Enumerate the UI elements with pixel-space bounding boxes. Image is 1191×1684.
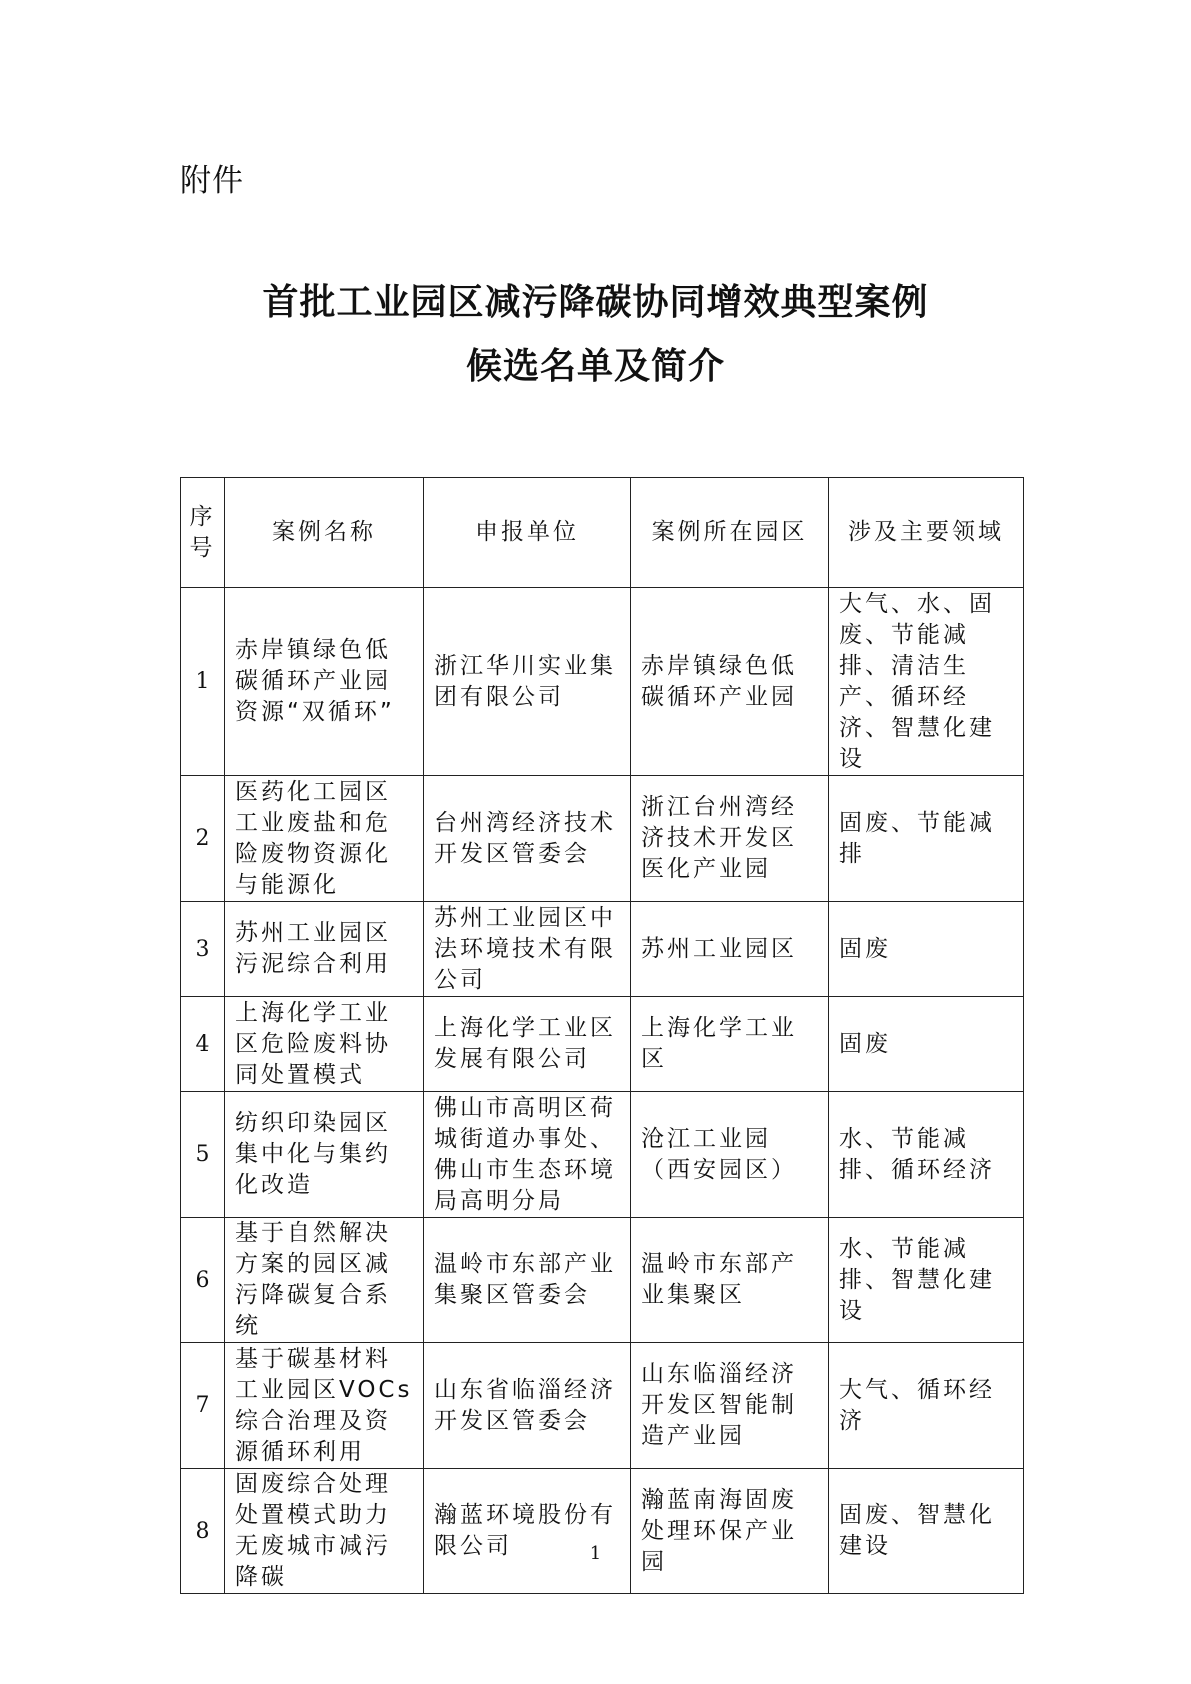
row-applicant-unit: 台州湾经济技术开发区管委会 — [424, 776, 631, 902]
row-main-fields: 固废 — [829, 997, 1024, 1092]
case-table — [180, 477, 1024, 1594]
row-applicant-unit: 上海化学工业区发展有限公司 — [424, 997, 631, 1092]
row-park: 上海化学工业区 — [631, 997, 829, 1092]
row-park: 瀚蓝南海固废处理环保产业园 — [631, 1469, 829, 1594]
row-seq: 3 — [181, 902, 225, 997]
row-case-name: 基于自然解决方案的园区减污降碳复合系统 — [225, 1218, 424, 1343]
row-case-name: 基于碳基材料工业园区VOCs综合治理及资源循环利用 — [225, 1343, 424, 1469]
header-seq-line-1: 序 — [189, 503, 216, 530]
row-case-name: 固废综合处理处置模式助力无废城市减污降碳 — [225, 1469, 424, 1594]
row-case-name: 苏州工业园区污泥综合利用 — [225, 902, 424, 997]
header-applicant-unit: 申报单位 — [424, 478, 631, 588]
row-park: 赤岸镇绿色低碳循环产业园 — [631, 588, 829, 776]
attachment-label: 附件 — [180, 163, 244, 199]
row-main-fields: 大气、循环经济 — [829, 1343, 1024, 1469]
table-row — [181, 588, 1024, 776]
table-row — [181, 997, 1024, 1092]
header-case-name: 案例名称 — [225, 478, 424, 588]
row-applicant-unit: 佛山市高明区荷城街道办事处、佛山市生态环境局高明分局 — [424, 1092, 631, 1218]
row-main-fields: 固废、节能减排 — [829, 776, 1024, 902]
row-park: 苏州工业园区 — [631, 902, 829, 997]
row-applicant-unit: 苏州工业园区中法环境技术有限公司 — [424, 902, 631, 997]
document-title — [0, 270, 1191, 398]
row-seq: 8 — [181, 1469, 225, 1594]
header-seq — [181, 478, 225, 588]
table-row — [181, 776, 1024, 902]
table-row — [181, 1218, 1024, 1343]
header-park: 案例所在园区 — [631, 478, 829, 588]
table-header-row — [181, 478, 1024, 588]
row-seq: 1 — [181, 588, 225, 776]
row-main-fields: 固废、智慧化建设 — [829, 1469, 1024, 1594]
row-main-fields: 大气、水、固废、节能减排、清洁生产、循环经济、智慧化建设 — [829, 588, 1024, 776]
row-applicant-unit: 山东省临淄经济开发区管委会 — [424, 1343, 631, 1469]
row-applicant-unit: 温岭市东部产业集聚区管委会 — [424, 1218, 631, 1343]
row-applicant-unit: 浙江华川实业集团有限公司 — [424, 588, 631, 776]
row-case-name: 上海化学工业区危险废料协同处置模式 — [225, 997, 424, 1092]
row-case-name: 医药化工园区工业废盐和危险废物资源化与能源化 — [225, 776, 424, 902]
row-seq: 6 — [181, 1218, 225, 1343]
table-row — [181, 1343, 1024, 1469]
table-row — [181, 1092, 1024, 1218]
row-main-fields: 水、节能减排、循环经济 — [829, 1092, 1024, 1218]
table-row — [181, 1469, 1024, 1594]
row-park: 沧江工业园（西安园区） — [631, 1092, 829, 1218]
page-number: 1 — [589, 1543, 602, 1564]
title-line-2: 候选名单及简介 — [465, 345, 725, 387]
header-main-fields: 涉及主要领域 — [829, 478, 1024, 588]
row-seq: 2 — [181, 776, 225, 902]
title-line-1: 首批工业园区减污降碳协同增效典型案例 — [262, 281, 929, 323]
row-seq: 4 — [181, 997, 225, 1092]
row-park: 浙江台州湾经济技术开发区医化产业园 — [631, 776, 829, 902]
row-case-name: 纺织印染园区集中化与集约化改造 — [225, 1092, 424, 1218]
row-seq: 7 — [181, 1343, 225, 1469]
header-seq-line-2: 号 — [189, 534, 216, 561]
row-seq: 5 — [181, 1092, 225, 1218]
table-row — [181, 902, 1024, 997]
row-main-fields: 水、节能减排、智慧化建设 — [829, 1218, 1024, 1343]
row-park: 温岭市东部产业集聚区 — [631, 1218, 829, 1343]
row-applicant-unit: 瀚蓝环境股份有限公司 — [424, 1469, 631, 1594]
row-park: 山东临淄经济开发区智能制造产业园 — [631, 1343, 829, 1469]
row-case-name: 赤岸镇绿色低碳循环产业园资源“双循环” — [225, 588, 424, 776]
row-main-fields: 固废 — [829, 902, 1024, 997]
